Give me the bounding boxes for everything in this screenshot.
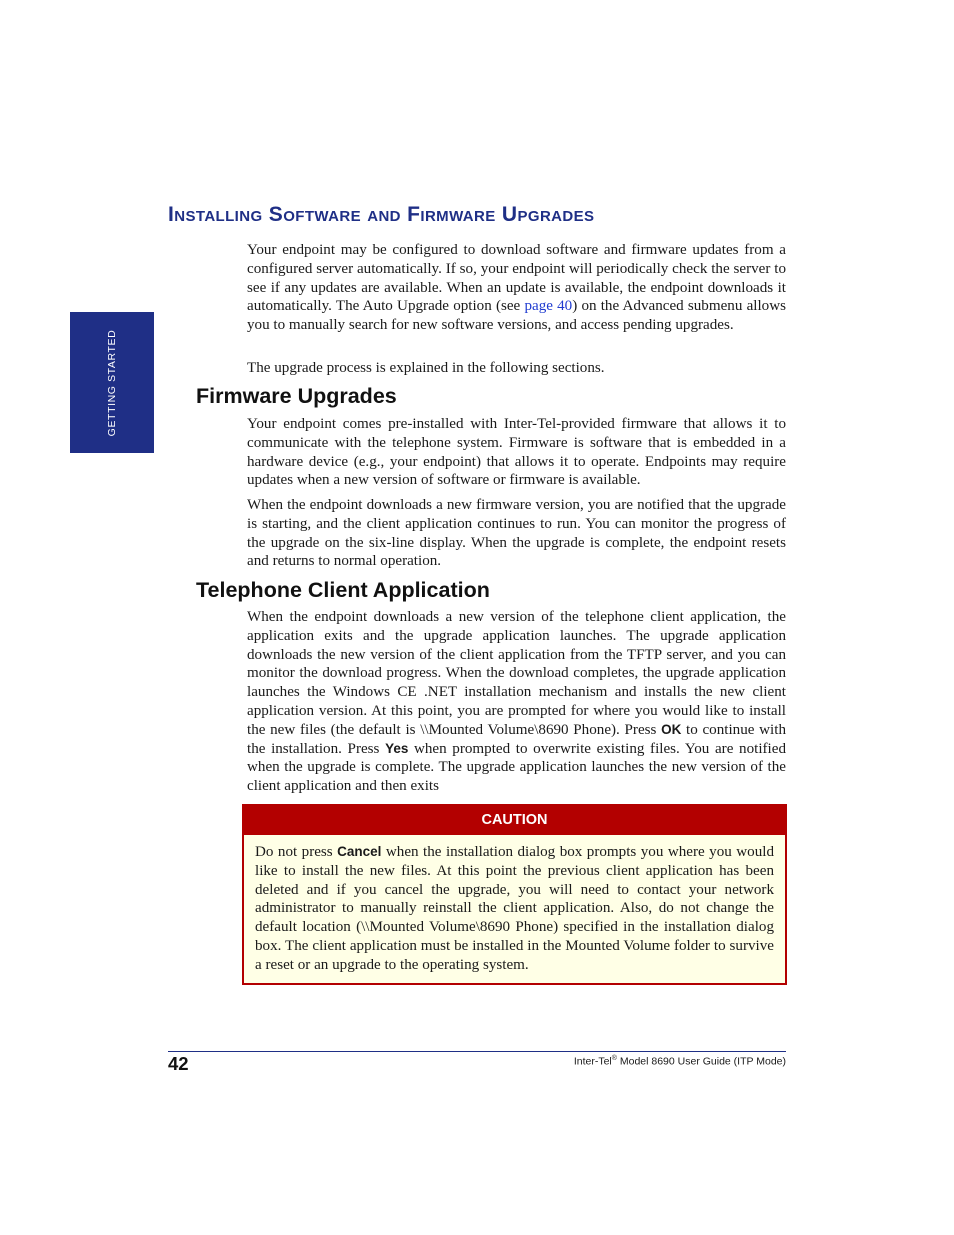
client-app-heading: Telephone Client Application (196, 578, 490, 602)
cancel-key-label: Cancel (337, 844, 382, 859)
process-note: The upgrade process is explained in the following sections. (247, 360, 605, 376)
section-title: Installing Software and Firmware Upgrades (168, 203, 595, 226)
footer-brand: Inter-Tel (573, 1055, 612, 1068)
firmware-paragraph-2: When the endpoint downloads a new firmware version, you are notified that the upgrade is starting, and the client application continues to run. You can monitor the progress of the upgrade on the six-line display. When the upgrade is complete, the endpoint resets and returns to normal operation. (247, 497, 786, 570)
side-tab-getting-started (70, 312, 154, 453)
page-number: 42 (168, 1053, 189, 1074)
client-app-text-1: When the endpoint downloads a new version of the telephone client application, the application exits and the upgrade application launches. The upgrade application downloads the new version of the client application from the TFTP server, and you can monitor the download progress. When the download completes, the upgrade application launches the Windows CE .NET installation mechanism and installs the new client application version. At this point, you are prompted for where you would like to install the new files (the default is \\Mounted Volume\8690 Phone). Press (247, 609, 786, 738)
page-40-link[interactable]: page 40 (524, 298, 573, 315)
firmware-heading: Firmware Upgrades (196, 384, 397, 408)
footer-title-rest: Model 8690 User Guide (ITP Mode) (616, 1055, 786, 1068)
caution-text-2: when the installation dialog box prompts you where you would like to install the new files. At this point the previous client application has been deleted and if you cancel the upgrade, you will need to contact your network administrator to manually reinstall the client application. Also, do not change the default location (\\Mounted Volume\8690 Phone) specified in the installation dialog box. The client application must be installed in the Mounted Volume folder to survive a reset or an upgrade to the operating system. (255, 844, 775, 973)
ok-key-label: OK (661, 721, 682, 737)
registered-mark: ® (611, 1055, 617, 1062)
caution-text (244, 835, 785, 975)
yes-key-label: Yes (385, 740, 409, 756)
client-app-text-3: when prompted to overwrite existing files. You are notified when the upgrade is complete. The upgrade application launches the new version of the client application and then exits (247, 740, 786, 795)
footer-rule (168, 1051, 786, 1052)
footer-guide-title (574, 1055, 786, 1068)
caution-box (242, 804, 787, 985)
intro-paragraph (247, 241, 786, 335)
client-app-text-2: to continue with the installation. Press (247, 721, 786, 757)
caution-heading: CAUTION (244, 806, 785, 835)
client-app-paragraph (247, 608, 786, 796)
caution-text-1: Do not press (255, 844, 338, 860)
intro-text-end: ) on the Advanced submenu allows you to manually search for new software versions, and access pending upgrades. (247, 298, 786, 334)
firmware-paragraph-1: Your endpoint comes pre-installed with Inter-Tel-provided firmware that allows it to communicate with the telephone system. Firmware is software that is embedded in a hardware device (e.g., your endpoint) that allows it to operate. Endpoints may require updates when a new version of software or firmware is available. (247, 416, 786, 489)
intro-text-start: Your endpoint may be configured to download software and firmware updates from a configured server automatically. If so, your endpoint will periodically check the server to see if any updates are available. When an update is available, the endpoint downloads it automatically. The Auto Upgrade option (see (247, 242, 786, 315)
side-tab-label: GETTING STARTED (106, 329, 118, 436)
